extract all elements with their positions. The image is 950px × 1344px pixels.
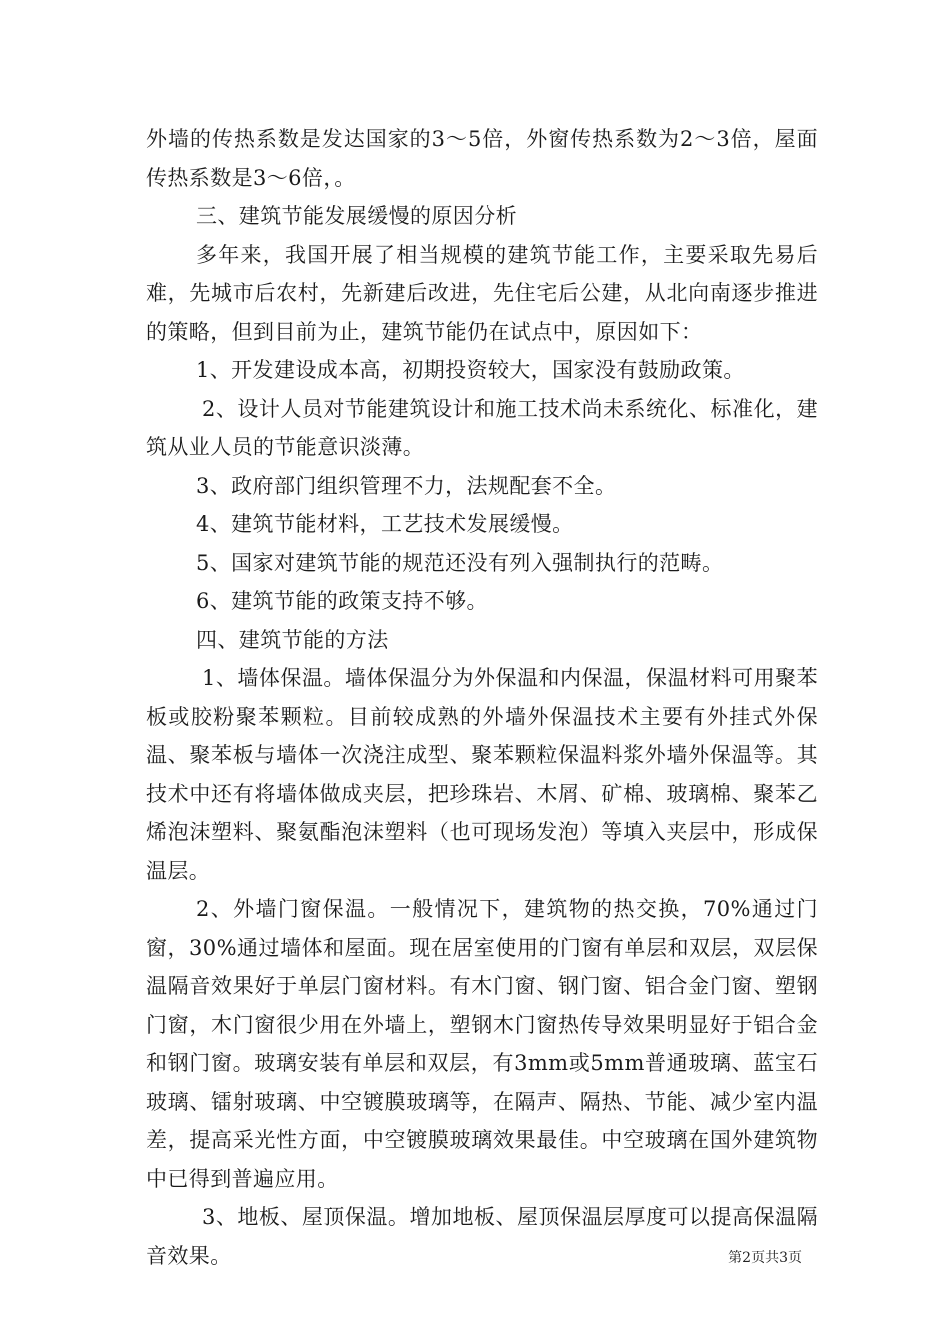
section-heading-3: 三、建筑节能发展缓慢的原因分析	[196, 204, 517, 228]
reason-item-3: 3、政府部门组织管理不力，法规配套不全。	[196, 473, 617, 498]
method-item-1: 1、墙体保温。墙体保温分为外保温和内保温，保温材料可用聚苯板或胶粉聚苯颗粒。目前较成熟的外墙外保温技术主要有外挂式外保温、聚苯板与墙体一次浇注成型、聚苯颗粒保温料浆外墙外保温等。其技术中还有将墙体做成夹层，把珍珠岩、木屑、矿棉、玻璃棉、聚苯乙烯泡沫塑料、聚氨酯泡沫塑料（也可现场发泡）等填入夹层中，形成保温层。	[146, 666, 818, 883]
paragraph-continuation: 外墙的传热系数是发达国家的3～5倍，外窗传热系数为2～3倍，屋面传热系数是3～6倍，。	[146, 127, 818, 190]
reason-item-4: 4、建筑节能材料，工艺技术发展缓慢。	[196, 512, 574, 536]
paragraph-intro: 多年来，我国开展了相当规模的建筑节能工作，主要采取先易后难，先城市后农村，先新建后改进，先住宅后公建，从北向南逐步推进的策略，但到目前为止，建筑节能仍在试点中，原因如下：	[146, 242, 818, 344]
method-item-3: 3、地板、屋顶保温。增加地板、屋顶保温层厚度可以提高保温隔音效果。	[146, 1205, 818, 1268]
reason-item-6: 6、建筑节能的政策支持不够。	[196, 589, 488, 613]
reason-item-5: 5、国家对建筑节能的规范还没有列入强制执行的范畴。	[196, 550, 724, 575]
reason-item-2: 2、设计人员对节能建筑设计和施工技术尚未系统化、标准化，建筑从业人员的节能意识淡薄。	[146, 396, 818, 459]
body-text	[146, 120, 818, 1275]
page-number: 第2页共3页	[728, 1250, 802, 1266]
reason-item-1: 1、开发建设成本高，初期投资较大，国家没有鼓励政策。	[196, 358, 745, 382]
section-heading-4: 四、建筑节能的方法	[196, 627, 389, 652]
method-item-2: 2、外墙门窗保温。一般情况下，建筑物的热交换，70%通过门窗，30%通过墙体和屋面。现在居室使用的门窗有单层和双层，双层保温隔音效果好于单层门窗材料。有木门窗、钢门窗、铝合金门窗、塑钢门窗，木门窗很少用在外墙上，塑钢木门窗热传导效果明显好于铝合金和钢门窗。玻璃安装有单层和双层，有3mm或5mm普通玻璃、蓝宝石玻璃、镭射玻璃、中空镀膜玻璃等，在隔声、隔热、节能、减少室内温差，提高采光性方面，中空镀膜玻璃效果最佳。中空玻璃在国外建筑物中已得到普遍应用。	[146, 897, 818, 1191]
